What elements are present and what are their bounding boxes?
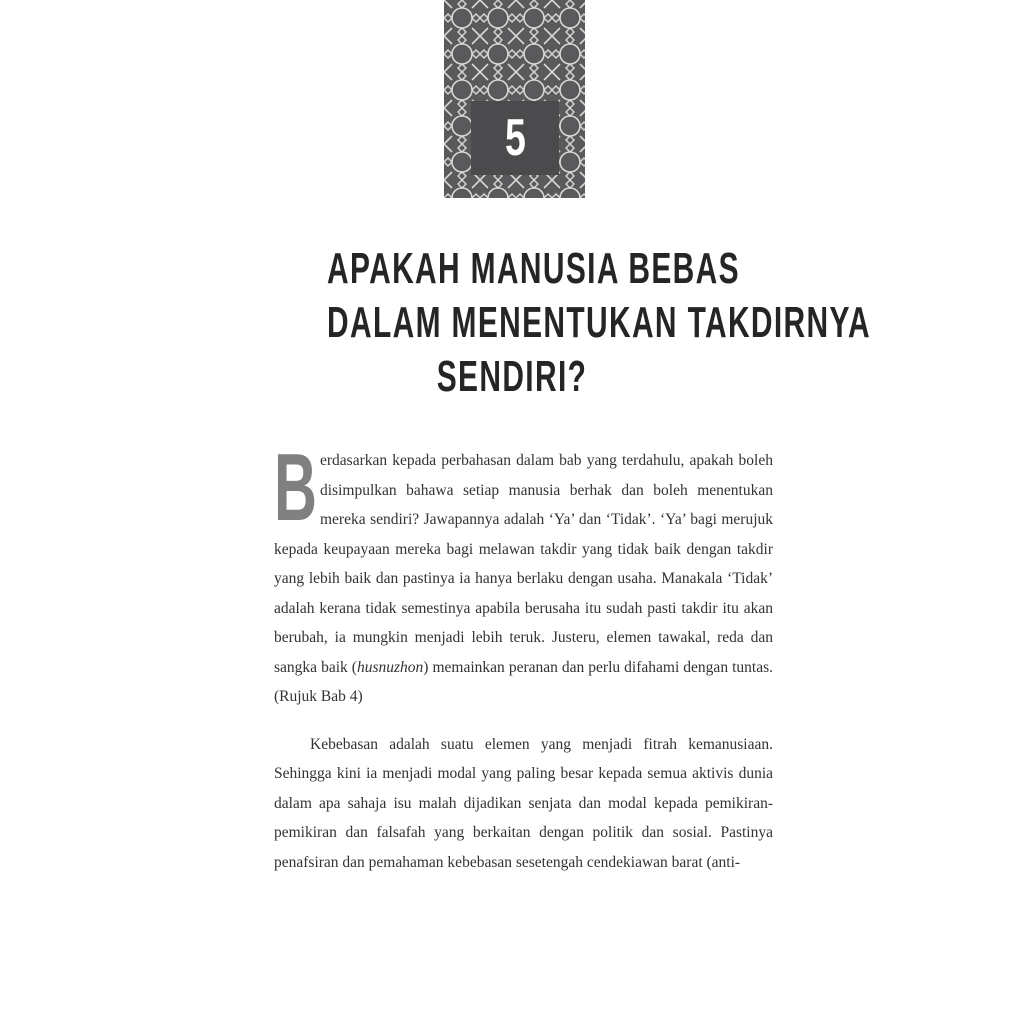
title-line-2: DALAM MENENTUKAN TAKDIRNYA [327,298,872,347]
chapter-header-block [444,0,585,198]
drop-cap: B [274,434,317,541]
chapter-number-box [471,101,559,175]
chapter-title [240,242,872,404]
paragraph-2: Kebebasan adalah suatu elemen yang menjadi fitrah kemanusiaan. Sehingga kini ia menjadi modal yang paling besar kepada semua aktivis dunia dalam apa sahaja isu malah dijadikan senjata dan modal kepada pemikiran-pemikiran dan falsafah yang berkaitan dengan politik dan sosial. Pastinya penafsiran dan pemahaman kebebasan sesetengah cendekiawan barat (anti- [274,735,773,871]
chapter-number: 5 [504,109,526,167]
paragraph-1-text-end: ) memainkan peranan dan perlu difahami dengan tuntas. (Rujuk Bab 4) [274,658,773,705]
paragraph-1 [274,434,773,712]
chapter-body [274,434,773,893]
italic-term: husnuzhon [356,658,424,676]
paragraph-1-text: erdasarkan kepada perbahasan dalam bab yang terdahulu, apakah boleh disimpulkan bahawa setiap manusia berhak dan boleh menentukan mereka sendiri? Jawapannya adalah ‘Ya’ dan ‘Tidak’. ‘Ya’ bagi merujuk kepada keupayaan mereka bagi melawan takdir yang tidak baik dengan takdir yang lebih baik dan pastinya ia hanya berlaku dengan usaha. Manakala ‘Tidak’ adalah kerana tidak semestinya apabila berusaha itu sudah pasti takdir itu akan berubah, ia mungkin menjadi lebih teruk. Justeru, elemen tawakal, reda dan sangka baik ( [274,452,773,676]
title-line-3: SENDIRI? [436,352,588,401]
title-line-1: APAKAH MANUSIA BEBAS [327,244,740,293]
